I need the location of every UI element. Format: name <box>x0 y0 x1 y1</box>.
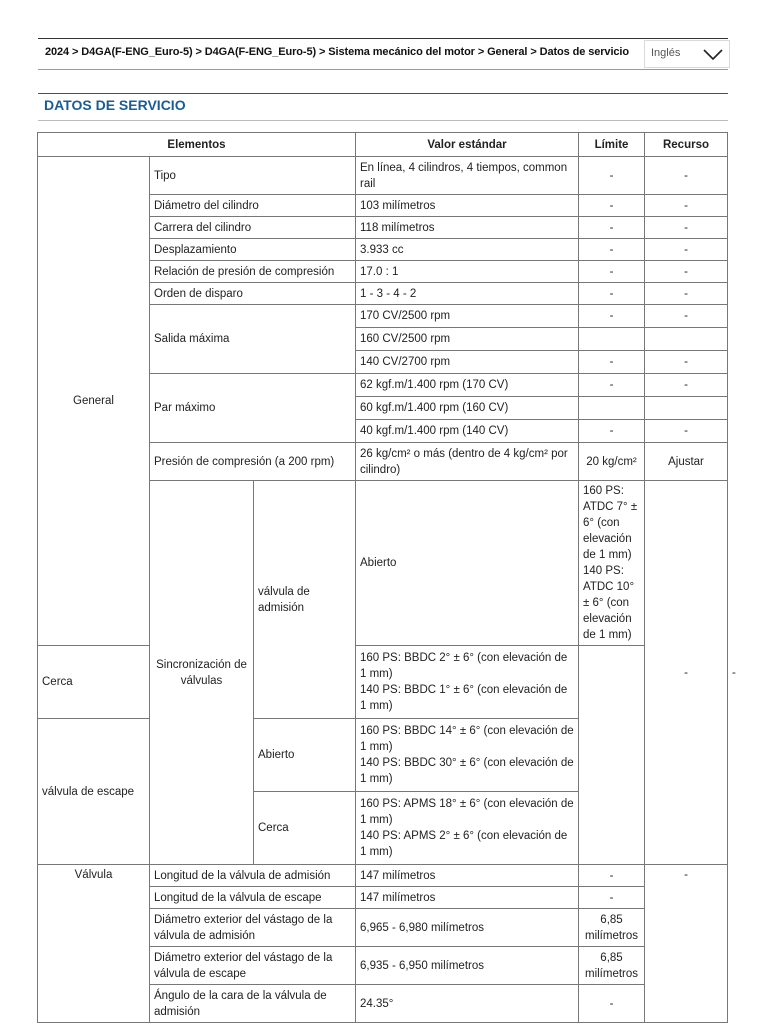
value-cell: 160 CV/2500 rpm <box>356 328 579 351</box>
value-cell: 6,935 - 6,950 milímetros <box>356 947 579 985</box>
value-cell: 24.35° <box>356 985 579 1023</box>
remedy-cell: - <box>645 351 728 374</box>
limit-cell: - <box>579 239 645 261</box>
col-header-limit: Límite <box>579 133 645 157</box>
value-cell: 147 milímetros <box>356 865 579 887</box>
remedy-cell <box>645 397 728 420</box>
item-cell: Longitud de la válvula de admisión <box>150 865 356 887</box>
section-divider-bottom <box>38 120 728 121</box>
limit-cell: - <box>579 985 645 1023</box>
limit-cell: 6,85 milímetros <box>579 947 645 985</box>
section-divider <box>38 93 728 94</box>
item-cell: Ángulo de la cara de la válvula de admisión <box>150 985 356 1023</box>
remedy-cell <box>645 328 728 351</box>
remedy-cell: - <box>645 283 728 305</box>
limit-cell: 6,85 milímetros <box>579 909 645 947</box>
item-cell: Presión de compresión (a 200 rpm) <box>150 443 356 481</box>
limit-cell <box>579 328 645 351</box>
limit-cell: - <box>579 157 645 195</box>
table-header-row <box>38 133 728 157</box>
value-cell: En línea, 4 cilindros, 4 tiempos, common rail <box>356 157 579 195</box>
remedy-cell: Ajustar <box>645 443 728 481</box>
table-row: Sincronización de válvulas válvula de admisión Abierto 160 PS: ATDC 7° ± 6° (con elevación de 1 mm) 140 PS: ATDC 10° ± 6° (con elevación de 1 mm) - - <box>38 481 728 646</box>
language-select[interactable] <box>644 40 730 68</box>
item-cell: Relación de presión de compresión <box>150 261 356 283</box>
item-cell: Diámetro exterior del vástago de la válvula de escape <box>150 947 356 985</box>
group-label-general: General <box>38 157 150 646</box>
limit-cell: - <box>579 283 645 305</box>
intake-open-label: Abierto <box>356 481 579 646</box>
col-header-items: Elementos <box>38 133 356 157</box>
value-cell: 6,965 - 6,980 milímetros <box>356 909 579 947</box>
value-cell: 103 milímetros <box>356 195 579 217</box>
exhaust-open-label: Abierto <box>254 719 356 792</box>
item-cell: Longitud de la válvula de escape <box>150 887 356 909</box>
limit-cell: - <box>579 195 645 217</box>
remedy-cell: - <box>645 420 728 443</box>
limit-cell: - <box>579 865 645 887</box>
item-cell: Desplazamiento <box>150 239 356 261</box>
remedy-cell-valve: - <box>645 865 728 1023</box>
remedy-cell: - <box>645 195 728 217</box>
value-cell: 170 CV/2500 rpm <box>356 305 579 328</box>
value-cell: 160 PS: ATDC 7° ± 6° (con elevación de 1 mm) 140 PS: ATDC 10° ± 6° (con elevación de 1 mm) <box>579 481 645 646</box>
limit-cell: 20 kg/cm² <box>579 443 645 481</box>
breadcrumb[interactable]: 2024 > D4GA(F-ENG_Euro-5) > D4GA(F-ENG_Euro-5) > Sistema mecánico del motor > General > Datos de servicio <box>45 46 629 58</box>
col-header-standard: Valor estándar <box>356 133 579 157</box>
remedy-cell: - <box>645 157 728 195</box>
col-header-remedy: Recurso <box>645 133 728 157</box>
value-cell: 118 milímetros <box>356 217 579 239</box>
item-cell: Orden de disparo <box>150 283 356 305</box>
table-row <box>38 157 728 195</box>
group-label-valve-timing: Sincronización de válvulas <box>150 481 254 865</box>
limit-cell: - <box>579 374 645 397</box>
limit-cell-timing: - <box>645 481 728 865</box>
section-title: DATOS DE SERVICIO <box>44 97 186 113</box>
limit-cell: - <box>579 420 645 443</box>
item-cell-max-torque: Par máximo <box>150 374 356 443</box>
language-select-value: Inglés <box>651 47 681 59</box>
item-cell: Diámetro exterior del vástago de la válvula de admisión <box>150 909 356 947</box>
table-row <box>38 646 728 719</box>
value-cell: 40 kgf.m/1.400 rpm (140 CV) <box>356 420 579 443</box>
value-cell: 60 kgf.m/1.400 rpm (160 CV) <box>356 397 579 420</box>
remedy-cell: - <box>645 239 728 261</box>
value-cell: 1 - 3 - 4 - 2 <box>356 283 579 305</box>
limit-cell: - <box>579 305 645 328</box>
limit-cell <box>579 397 645 420</box>
value-cell: 160 PS: BBDC 2° ± 6° (con elevación de 1 mm) 140 PS: BBDC 1° ± 6° (con elevación de 1 mm) <box>356 646 579 719</box>
remedy-cell: - <box>645 305 728 328</box>
value-cell: 26 kg/cm² o más (dentro de 4 kg/cm² por cilindro) <box>356 443 579 481</box>
item-cell: Diámetro del cilindro <box>150 195 356 217</box>
value-cell: 160 PS: APMS 18° ± 6° (con elevación de 1 mm) 140 PS: APMS 2° ± 6° (con elevación de 1 mm) <box>356 792 579 865</box>
limit-cell: - <box>579 887 645 909</box>
intake-close-label: Cerca <box>38 646 150 719</box>
item-cell-max-output: Salida máxima <box>150 305 356 374</box>
chevron-down-icon <box>702 44 724 64</box>
value-cell: 17.0 : 1 <box>356 261 579 283</box>
remedy-cell: - <box>645 217 728 239</box>
service-data-table <box>37 132 736 1023</box>
intake-valve-label: válvula de admisión <box>254 481 356 719</box>
value-cell: 3.933 cc <box>356 239 579 261</box>
item-cell: Carrera del cilindro <box>150 217 356 239</box>
value-cell: 140 CV/2700 rpm <box>356 351 579 374</box>
item-cell: Tipo <box>150 157 356 195</box>
limit-cell: - <box>579 351 645 374</box>
value-cell: 62 kgf.m/1.400 rpm (170 CV) <box>356 374 579 397</box>
top-bar <box>38 38 728 70</box>
remedy-cell: - <box>645 374 728 397</box>
exhaust-close-label: Cerca <box>254 792 356 865</box>
table-row <box>38 865 728 887</box>
remedy-cell: - <box>645 261 728 283</box>
exhaust-valve-label: válvula de escape <box>38 719 150 865</box>
value-cell: 147 milímetros <box>356 887 579 909</box>
group-label-valve: Válvula <box>38 865 150 1023</box>
limit-cell: - <box>579 261 645 283</box>
table-row <box>38 719 728 792</box>
value-cell: 160 PS: BBDC 14° ± 6° (con elevación de 1 mm) 140 PS: BBDC 30° ± 6° (con elevación de 1 mm) <box>356 719 579 792</box>
limit-cell: - <box>579 217 645 239</box>
